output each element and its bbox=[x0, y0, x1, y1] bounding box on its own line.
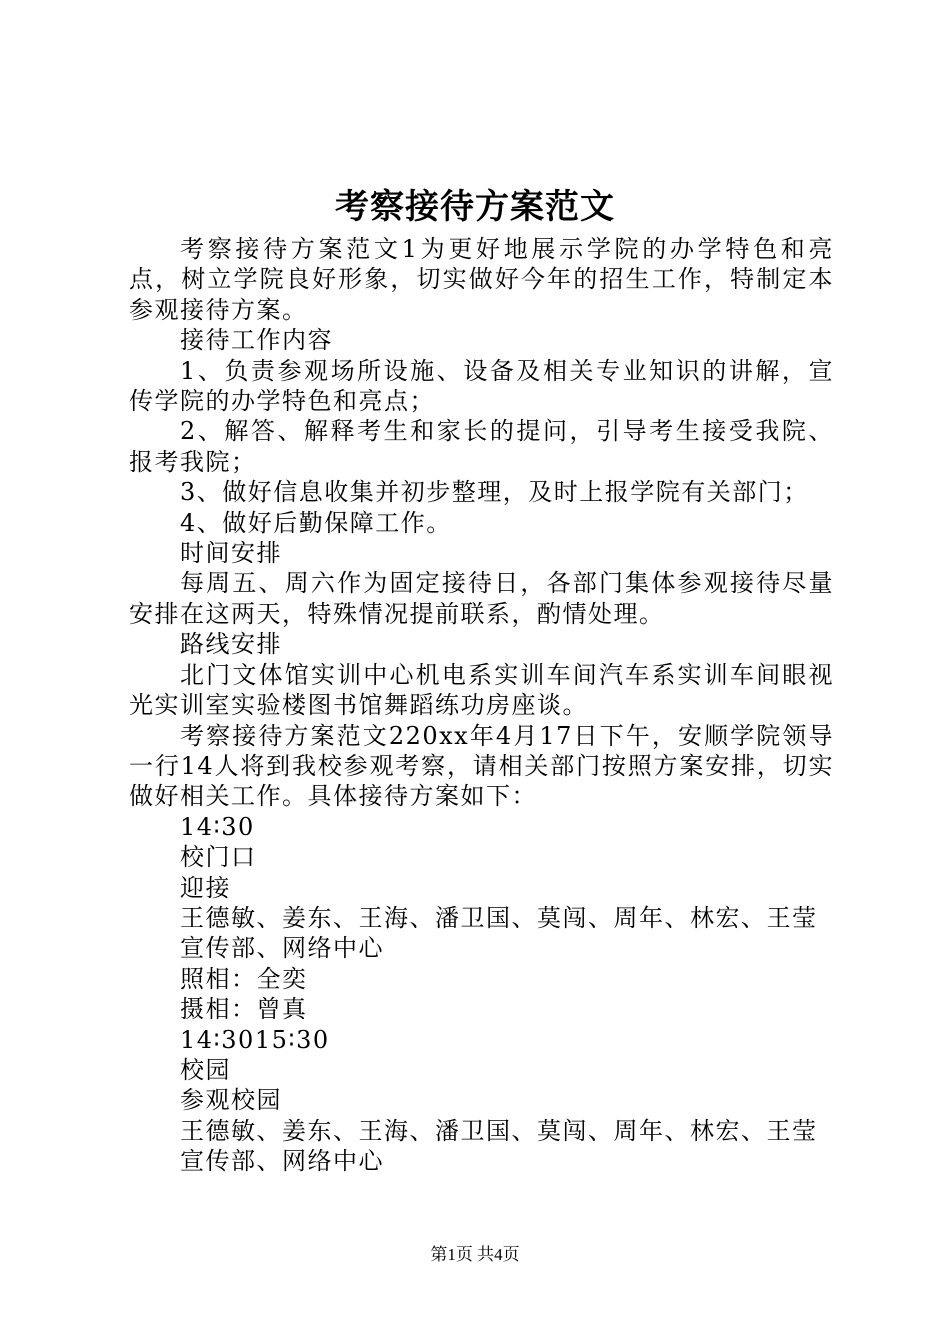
paragraph: 考察接待方案范文1为更好地展示学院的办学特色和亮点，树立学院良好形象，切实做好今年的招生工作，特制定本参观接待方案。 bbox=[129, 235, 834, 324]
schedule-activity: 迎接 bbox=[180, 873, 231, 902]
paragraph: 4、做好后勤保障工作。 bbox=[180, 508, 452, 537]
section-heading: 接待工作内容 bbox=[180, 326, 333, 355]
schedule-location: 校门口 bbox=[180, 843, 257, 872]
paragraph: 2、解答、解释考生和家长的提问，引导考生接受我院、报考我院； bbox=[129, 417, 834, 476]
paragraph: 1、负责参观场所设施、设备及相关专业知识的讲解，宣传学院的办学特色和亮点； bbox=[129, 356, 834, 416]
schedule-department: 宣传部、网络中心 bbox=[180, 1147, 384, 1176]
schedule-department: 宣传部、网络中心 bbox=[180, 934, 384, 963]
schedule-activity: 参观校园 bbox=[180, 1086, 282, 1115]
page-footer: 第1页 共4页 bbox=[430, 1245, 520, 1264]
paragraph: 3、做好信息收集并初步整理，及时上报学院有关部门； bbox=[180, 478, 809, 507]
section-heading: 时间安排 bbox=[180, 539, 282, 568]
paragraph: 北门文体馆实训中心机电系实训车间汽车系实训车间眼视光实训室实验楼图书馆舞蹈练功房座谈。 bbox=[129, 660, 834, 720]
schedule-videographer: 摄相：曾真 bbox=[180, 995, 308, 1024]
section-heading: 路线安排 bbox=[180, 630, 282, 659]
schedule-time: 14∶3015∶30 bbox=[180, 1025, 330, 1054]
schedule-attendees: 王德敏、姜东、王海、潘卫国、莫闯、周年、林宏、王莹 bbox=[180, 1116, 818, 1145]
schedule-time: 14∶30 bbox=[180, 812, 255, 841]
schedule-attendees: 王德敏、姜东、王海、潘卫国、莫闯、周年、林宏、王莹 bbox=[180, 903, 818, 932]
document-body bbox=[129, 234, 834, 1177]
paragraph: 考察接待方案范文220xx年4月17日下午，安顺学院领导一行14人将到我校参观考察，请相关部门按照方案安排，切实做好相关工作。具体接待方案如下： bbox=[129, 721, 834, 811]
document-title: 考察接待方案范文 bbox=[335, 187, 615, 227]
paragraph: 每周五、周六作为固定接待日，各部门集体参观接待尽量安排在这两天，特殊情况提前联系，酌情处理。 bbox=[129, 569, 834, 628]
schedule-photographer: 照相：全奕 bbox=[180, 964, 308, 993]
schedule-location: 校园 bbox=[180, 1055, 231, 1084]
